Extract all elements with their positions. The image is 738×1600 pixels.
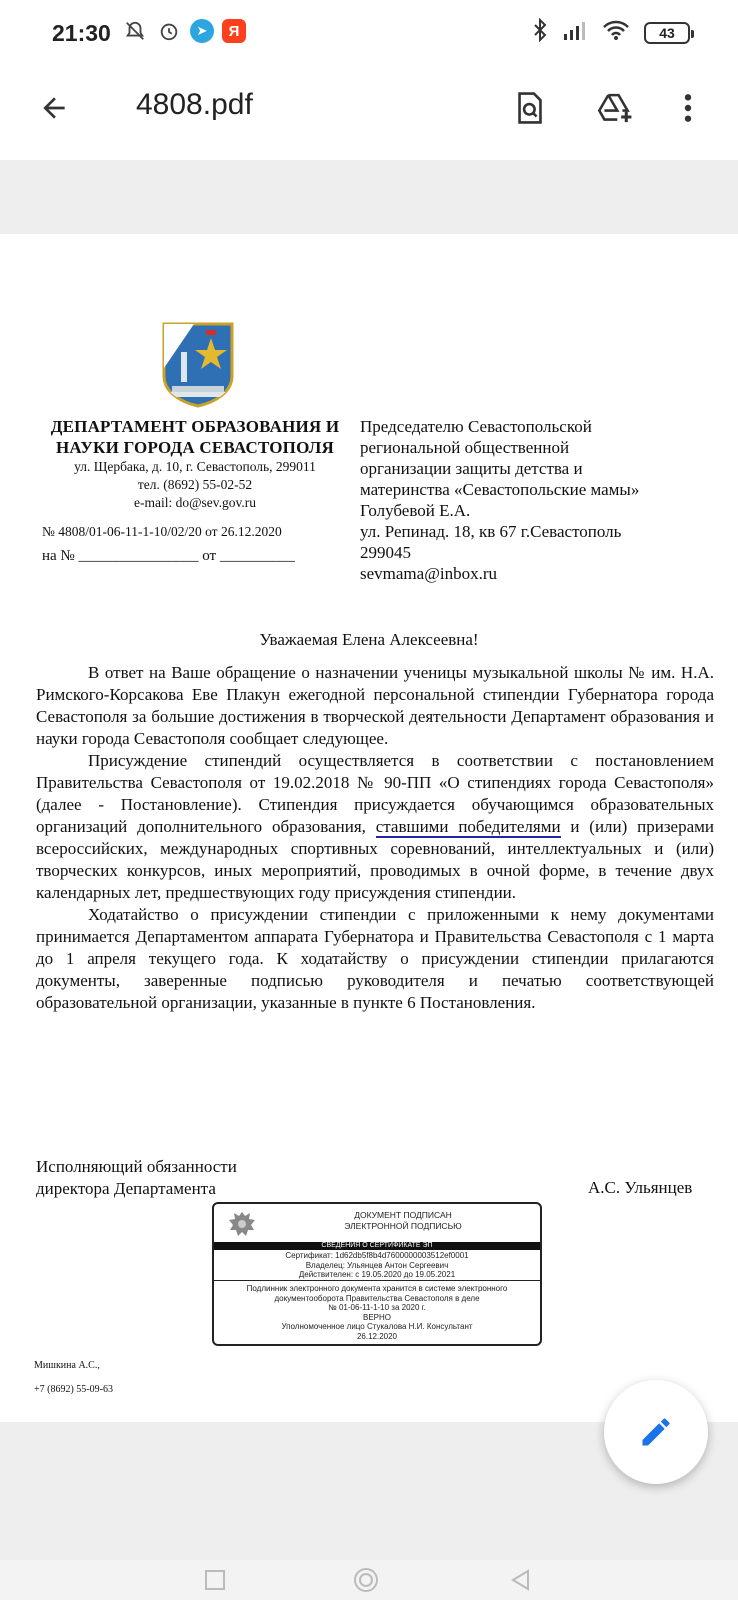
salutation: Уважаемая Елена Алексеевна! <box>259 630 479 649</box>
battery-indicator: 43 <box>644 22 690 44</box>
pdf-page[interactable] <box>0 234 738 1422</box>
recipient-line: региональной общественной <box>360 438 570 457</box>
search-in-document-button[interactable] <box>508 86 552 130</box>
status-bar <box>0 0 738 66</box>
electronic-signature-stamp: ДОКУМЕНТ ПОДПИСАН ЭЛЕКТРОННОЙ ПОДПИСЬЮ СВЕДЕНИЯ О СЕРТИФИКАТЕ ЭП Сертификат: 1d62db5f8b4d7600000003512ef0001 Владелец: Ульянцев Антон Сергеевич Действителен: с 19.05.2020 до 19.05.2021 Подлинник электронного документа хранится в системе электронного документооборота Правительства Севастополя в деле № 01-06-11-1-10 за 2020 г. ВЕРНО Уполномоченное лицо Стукалова Н.И. Консультант 26.12.2020 <box>212 1202 542 1346</box>
recipient-line: ул. Репинад. 18, кв 67 г.Севастополь <box>360 522 622 541</box>
department-phone: тел. (8692) 55-02-52 <box>137 477 253 492</box>
alarm-icon <box>156 18 182 44</box>
drive-add-icon <box>598 92 634 124</box>
executor-name: Мишкина А.С., <box>34 1360 100 1371</box>
home-circle-icon <box>352 1566 380 1594</box>
wifi-icon <box>602 19 630 46</box>
eagle-emblem-icon <box>224 1208 260 1242</box>
do-not-disturb-icon <box>122 18 148 44</box>
back-triangle-icon <box>509 1568 531 1592</box>
home-button[interactable] <box>352 1566 380 1594</box>
recipient-line: организации защиты детства и <box>360 459 583 478</box>
executor-phone: +7 (8692) 55-09-63 <box>34 1384 113 1395</box>
signer-position: Исполняющий обязанности директора Департамента <box>36 1157 237 1198</box>
add-to-drive-button[interactable] <box>594 86 638 130</box>
letter-body <box>36 662 714 1014</box>
outgoing-number: № 4808/01-06-11-1-10/02/20 от 26.12.2020 <box>42 524 282 539</box>
back-button[interactable] <box>32 86 76 130</box>
recipient-line: материнства «Севастопольские мамы» <box>360 480 640 499</box>
status-system-icons <box>532 18 690 47</box>
system-navigation-bar <box>0 1560 738 1600</box>
recipient-line: sevmama@inbox.ru <box>360 564 497 583</box>
document-search-icon <box>514 91 546 125</box>
document-title: 4808.pdf <box>136 88 253 121</box>
recipient-block <box>360 416 700 584</box>
more-options-button[interactable] <box>666 86 710 130</box>
paragraph-1: В ответ на Ваше обращение о назначении ученицы музыкальной школы № им. Н.А. Римского-Корсакова Еве Плакун ежегодной персональной стипендии Губернатора города Севастополя за большие достижения в творческой деятельности Департамент образования и науки города Севастополя сообщает следующее. <box>36 663 714 748</box>
underlined-phrase: ставшими победителями <box>375 817 561 836</box>
bluetooth-icon <box>532 18 548 47</box>
sevastopol-coat-of-arms-icon <box>162 322 234 408</box>
pencil-icon <box>638 1414 674 1450</box>
status-notification-icons <box>122 18 246 44</box>
signer-name: А.С. Ульянцев <box>588 1178 693 1197</box>
viewer-background <box>0 160 738 234</box>
department-address: ул. Щербака, д. 10, г. Севастополь, 299011 <box>74 459 316 474</box>
paragraph-3: Ходатайство о присуждении стипендии с приложенными к нему документами принимается Департаментом аппарата Губернатора и Правительства Севастополя с 1 марта до 1 апреля текущего года. К ходатайству о присуждении стипендии прилагаются документы, заверенные подписью руководителя и печатью соответствующей образовательной организации, указанные в пункте 6 Постановления. <box>36 905 714 1012</box>
recipient-line: Председателю Севастопольской <box>360 417 592 436</box>
status-time: 21:30 <box>52 20 111 46</box>
reference-number: на № ________________ от __________ <box>42 548 295 564</box>
edit-fab-button[interactable] <box>604 1380 708 1484</box>
back-nav-button[interactable] <box>506 1566 534 1594</box>
recipient-line: 299045 <box>360 543 411 562</box>
more-vert-icon <box>683 92 693 124</box>
paragraph-2: Присуждение стипендий осуществляется в соответствии с постановлением Правительства Севастополя от 19.02.2018 № 90-ПП «О стипендиях города Севастополя» (далее - Постановление). Стипендия присуждается обучающимся образовательных организаций дополнительного образования, ставшими победителями и (или) призерами всероссийских, международных спортивных соревнований, интеллектуальных и (или) творческих конкурсов, иных мероприятий, проводимых в очной форме, в течение двух календарных лет, предшествующих году присуждения стипендии. <box>36 751 714 902</box>
yandex-icon: Я <box>222 19 246 43</box>
telegram-icon: ➤ <box>190 19 214 43</box>
recents-square-icon <box>204 1569 226 1591</box>
recents-button[interactable] <box>201 1566 229 1594</box>
department-email: e-mail: do@sev.gov.ru <box>133 495 257 510</box>
recipient-line: Голубевой Е.А. <box>360 501 471 520</box>
signal-icon <box>562 19 588 46</box>
department-name: ДЕПАРТАМЕНТ ОБРАЗОВАНИЯ И НАУКИ ГОРОДА СЕВАСТОПОЛЯ <box>50 417 340 457</box>
app-bar <box>0 66 738 160</box>
arrow-back-icon <box>38 92 70 124</box>
